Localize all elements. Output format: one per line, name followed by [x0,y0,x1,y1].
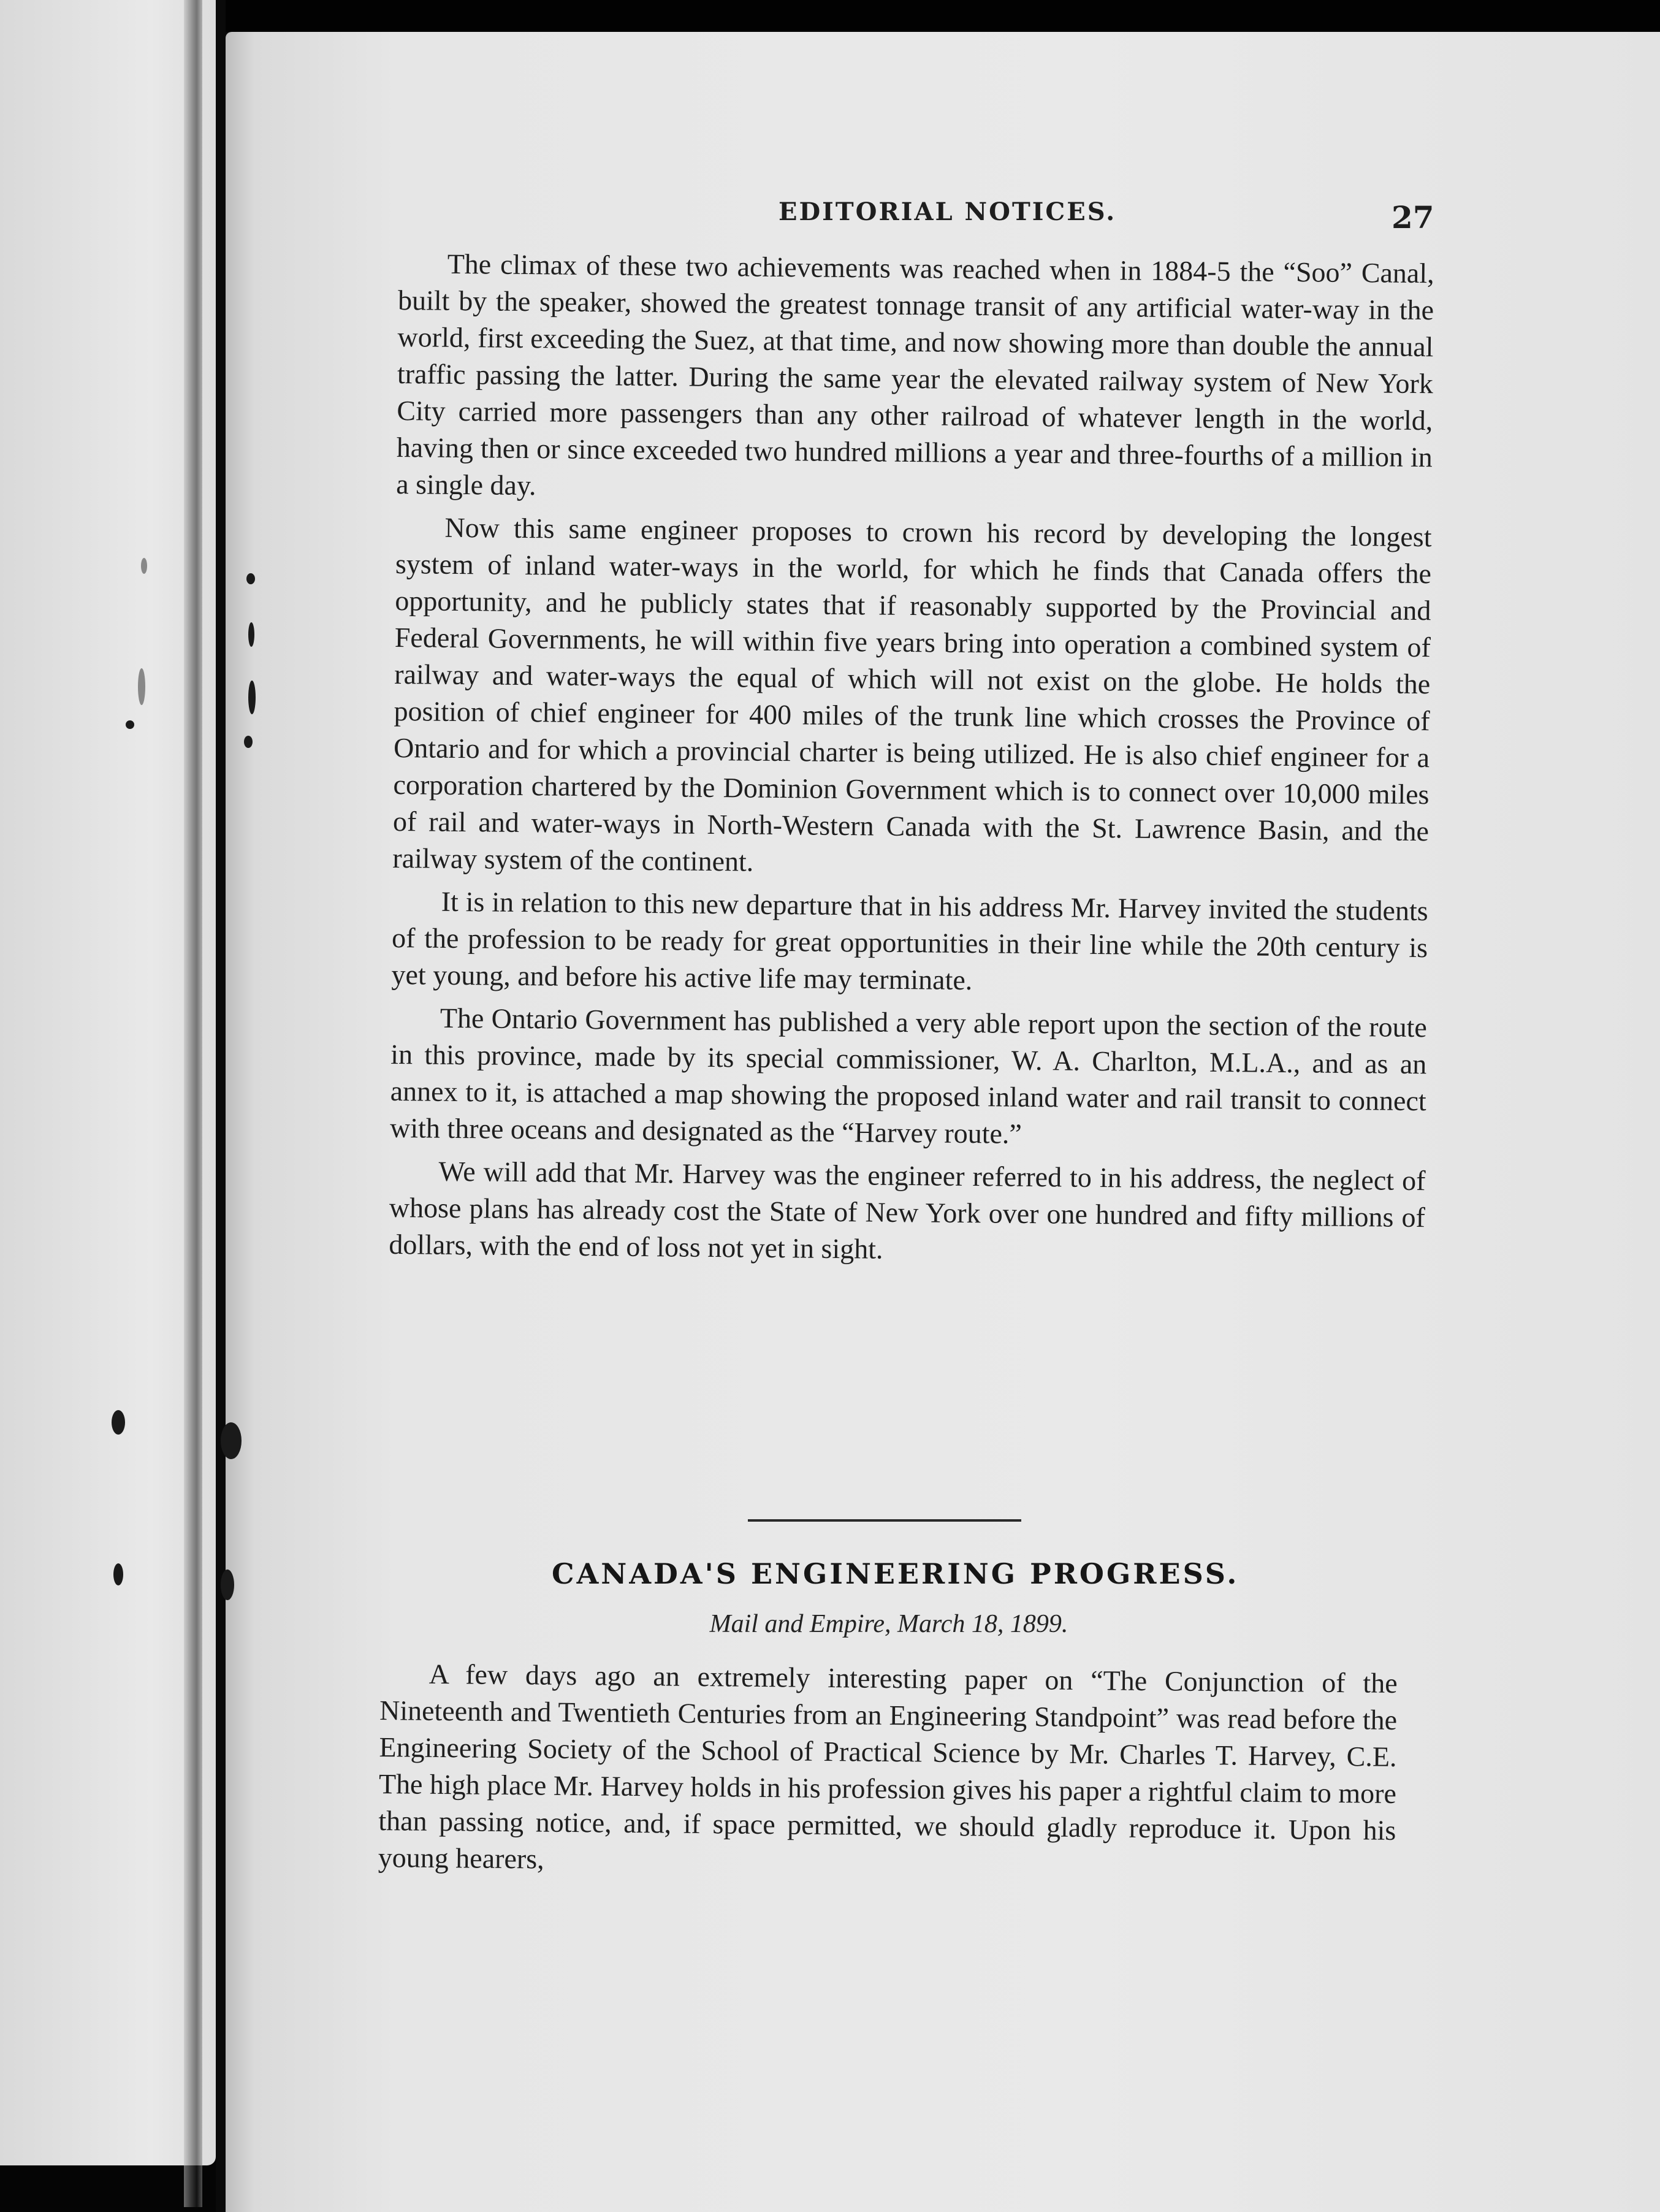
smudge-mark [248,681,256,714]
paragraph: Now this same engineer proposes to crown his record by developing the longest system of inland water-ways in the world, for which he finds that Canada offers the opportunity, and he publicly states that if reasonably supported by the Provincial and Federal Governments, he will within five years bring into operation a combined system of railway and water-ways the equal of which will not exist on the globe. He holds the position of chief engineer for 400 miles of the trunk line which crosses the Province of Ontario and for which a provincial charter is being utilized. He is also chief engineer for a corporation chartered by the Dominion Government which is to connect over 10,000 miles of rail and water-ways in North-Western Canada with the St. Lawrence Basin, and the railway system of the continent. [392,511,1432,877]
paragraph: We will add that Mr. Harvey was the engineer referred to in his address, the neglect of whose plans has already cost the State of New York over one hundred and fifty millions of dollars, with the end of loss not yet in sight. [389,1155,1426,1265]
section-source-line: Mail and Empire, March 18, 1899. [709,1610,1068,1638]
section-heading: CANADA'S ENGINEERING PROGRESS. [552,1557,1239,1590]
page-number: 27 [1392,199,1434,235]
running-header-title: EDITORIAL NOTICES. [779,197,1117,226]
smudge-mark [221,1422,242,1459]
smudge-mark [246,573,255,584]
article-body-text [378,1655,1397,1892]
top-dark-edge [226,0,1660,32]
smudge-mark [126,720,134,729]
smudge-mark [112,1410,125,1435]
smudge-mark [138,668,145,705]
section-divider-rule [748,1519,1021,1522]
paragraph: The Ontario Government has published a very able report upon the section of the route in this province, made by its special commissioner, W. A. Charlton, M.L.A., and as an annex to it, is attached a map showing the proposed inland water and rail transit to connect with three oceans and designated as the “Harvey route.” [389,1002,1428,1150]
editorial-body-text [389,245,1434,1279]
smudge-mark [141,558,147,574]
paragraph: It is in relation to this new departure that in his address Mr. Harvey invited the students of the profession to be ready for great opportunities in their line while the 20th century is yet young, and before his active life may terminate. [391,885,1428,996]
smudge-mark [248,622,254,647]
smudge-mark [113,1563,123,1585]
paragraph: The climax of these two achievements was reached when in 1884-5 the “Soo” Canal, built by the speaker, showed the greatest tonnage transit of any artificial water-way in the world, first exceeding the Suez, at that time, and now showing more than double the annual traffic passing the latter. During the same year the elevated railway system of New York City carried more passengers than any other railroad of whatever length in the world, having then or since exceeded two hundred millions a year and three-fourths of a million in a single day. [396,248,1434,502]
paragraph: A few days ago an extremely interesting paper on “The Conjunction of the Nineteenth and Twentieth Centuries from an Engineering Standpoint” was read before the Engineering Society of the School of Practical Science by Mr. Charles T. Harvey, C.E. The high place Mr. Harvey holds in his profession gives his paper a rightful claim to more than passing notice, and, if space permitted, we should gladly reproduce it. Upon his young hearers, [378,1658,1398,1875]
book-spine-shadow [184,0,202,2207]
smudge-mark [221,1569,234,1600]
smudge-mark [244,736,253,748]
